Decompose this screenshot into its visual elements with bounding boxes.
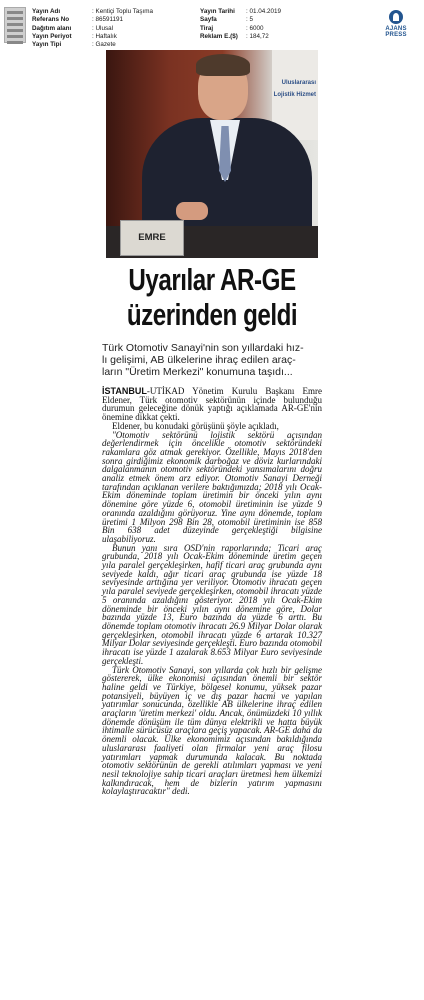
ajans-press-logo-text: AJANS PRESS (385, 26, 407, 38)
banner-text: Lojistik Hizmet (273, 92, 316, 98)
lead-line: ların "Üretim Merkezi" konumuna taşıdı... (102, 366, 293, 378)
meta-row (32, 8, 153, 16)
meta-value: : 184,72 (246, 32, 269, 40)
meta-row (32, 41, 153, 49)
meta-row (200, 16, 281, 24)
meta-right-column (200, 8, 281, 41)
quote-paragraph: Bunun yanı sıra OSD'nin raporlarında; Ticari araç grubunda, 2018 yılı Ocak-Ekim döneminde üretim geçen yıla paralel gerçekleşirken, hafif ticari araç grubunda aynı seviyede kaldı, ağır ticari araç grubunda ise yüzde 18 seviyesinde arttığına yer veriliyor. Otomotiv ihracatı geçen yıla paralel seviyede gerçekleşirken, otomobil ihracatı yüzde 5 oranında azaldığını gösteriyor. 2018 yılı Ocak-Ekim döneminde bir önceki yılın aynı dönemine göre, Dolar bazında yüzde 13, Euro bazında da yüzde 6 arttı. Bu dönemde toplam otomotiv ihracatı 26.9 Milyar Dolar olarak gerçekleşirken, otomobil ihracatı yüzde 6 artarak 10.327 Milyar Dolar seviyesinde gerçekleşti. Euro bazında otomobil ihracatı ise yüzde 1 azalarak 8.653 Milyar Euro seviyesinde gerçekleşti. (102, 542, 322, 666)
article (102, 262, 322, 998)
dateline-city: İSTANBUL (102, 386, 147, 396)
quote-paragraph: "Otomotiv sektörünü lojistik sektörü açısından değerlendirmek için öncelikle otomotiv sektöründeki rakamlara göz atmak gerekiyor. Özellikle, Mayıs 2018'den sonra girdiğimiz ekonomik darboğaz ve döviz kurlarındaki dalgalanmanın otomotiv sektöründeki yansımalarını doğru analiz etmek önem arz ediyor. Otomotiv Sanayi Derneği tarafından açıklanan verilere baktığımızda; 2018 yılı Ocak-Ekim döneminde toplam üretimin bir önceki yılın aynı dönemine göre yüzde 6, otomobil üretiminin ise yüzde 9 oranında azaldığını görüyoruz. Yine aynı dönemde, toplam üretimi 1 Milyon 298 Bin 28, otomobil üretiminin ise 858 Bin 638 adet düzeyinde gerçekleştiği bilgisine ulaşabiliyoruz. (102, 429, 322, 544)
meta-value: : 86591191 (92, 16, 124, 24)
speaker-hand (176, 202, 208, 220)
banner-text: Uluslararası (281, 80, 316, 86)
quote-paragraph: Türk Otomotiv Sanayi, son yıllarda çok hızlı bir gelişme göstererek, ülke ekonomisi açısından önemli bir sektör haline geldi ve Türkiye, bölgesel konumu, yüksek pazar potansiyeli, büyüyen iç ve dış pazar hacmi ve yapılan yatırımlar sonucunda, özellikle AB ülkelerine ihraç edilen araçların 'üretim merkezi' oldu. Ancak, önümüzdeki 10 yıllık dönemde dönüşüm ile tüm dünya elektrikli ve hatta büyük ihtimalle sürücüsüz araçlara geçiş yapacak. AR-GE daha da önemli olacak. Ülke ekonomimiz açısından bakıldığında uluslararası faaliyeti olan firmalar yeni araç filosu yatırımları yapmak durumunda kalacak. Bu noktada otomotiv sektörünün de gerekli atılımları yapması ve yeni nesil teknolojiye sahip ticari araçları üretmesi hem ülkemizi kalkındıracak, hem de bizlerin yatırım yapmasını kolaylaştıracaktır" dedi. (102, 664, 322, 797)
meta-label: Yayın Periyot (32, 32, 72, 40)
lead-line: Türk Otomotiv Sanayi'nin son yıllardaki hız- (102, 342, 304, 354)
paragraph (102, 387, 322, 422)
meta-label: Tiraj (200, 24, 214, 32)
title-line: Uyarılar AR-GE (128, 262, 296, 297)
meta-left-column (32, 8, 153, 49)
meta-label: Sayfa (200, 16, 217, 24)
speaker-hair (196, 54, 250, 76)
lead-line: lı gelişimi, AB ülkelerine ihraç edilen araç- (102, 354, 296, 366)
speaker-photo (106, 50, 318, 258)
meta-row (200, 8, 281, 16)
meta-value: : 6000 (246, 24, 264, 32)
article-title (102, 262, 322, 332)
nameplate (120, 220, 184, 256)
nameplate-text: EMRE (138, 232, 166, 243)
article-body (102, 387, 322, 796)
meta-label: Yayın Tipi (32, 41, 62, 49)
meta-value: : Kentiçi Toplu Taşıma (92, 8, 154, 15)
meta-row (200, 33, 281, 41)
meta-value: : Haftalık (92, 32, 117, 40)
ajans-press-logo (374, 10, 418, 38)
meta-value: : 01.04.2019 (246, 8, 282, 15)
meta-row (32, 33, 153, 41)
meta-row (200, 25, 281, 33)
clipping-header (0, 4, 424, 48)
meta-label: Referans No (32, 16, 70, 24)
meta-value: : Gazete (92, 41, 116, 49)
paragraph-text: -UTİKAD Yönetim Kurulu Başkanı Emre Eldener, Türk otomotiv sektörünün içinde bulunduğu durumun geleceğine dönük yaptığı açıklamada AR-GE'nin önemine dikkat çekti. (102, 386, 322, 423)
article-lead (102, 342, 322, 378)
ajans-press-logo-icon (389, 10, 403, 24)
meta-label: Dağıtım alanı (32, 24, 72, 32)
page-thumbnail (4, 7, 26, 43)
meta-value: : 5 (246, 16, 254, 24)
meta-label: Yayın Adı (32, 8, 61, 15)
meta-label: Yayın Tarihi (200, 8, 235, 15)
paragraph: Eldener, bu konudaki görüşünü şöyle açıkladı, (112, 420, 279, 431)
meta-row (32, 25, 153, 33)
title-line: üzerinden geldi (126, 297, 298, 332)
meta-value: : Ulusal (92, 24, 113, 32)
meta-row (32, 16, 153, 24)
meta-label: Reklam E.($) (200, 32, 238, 40)
